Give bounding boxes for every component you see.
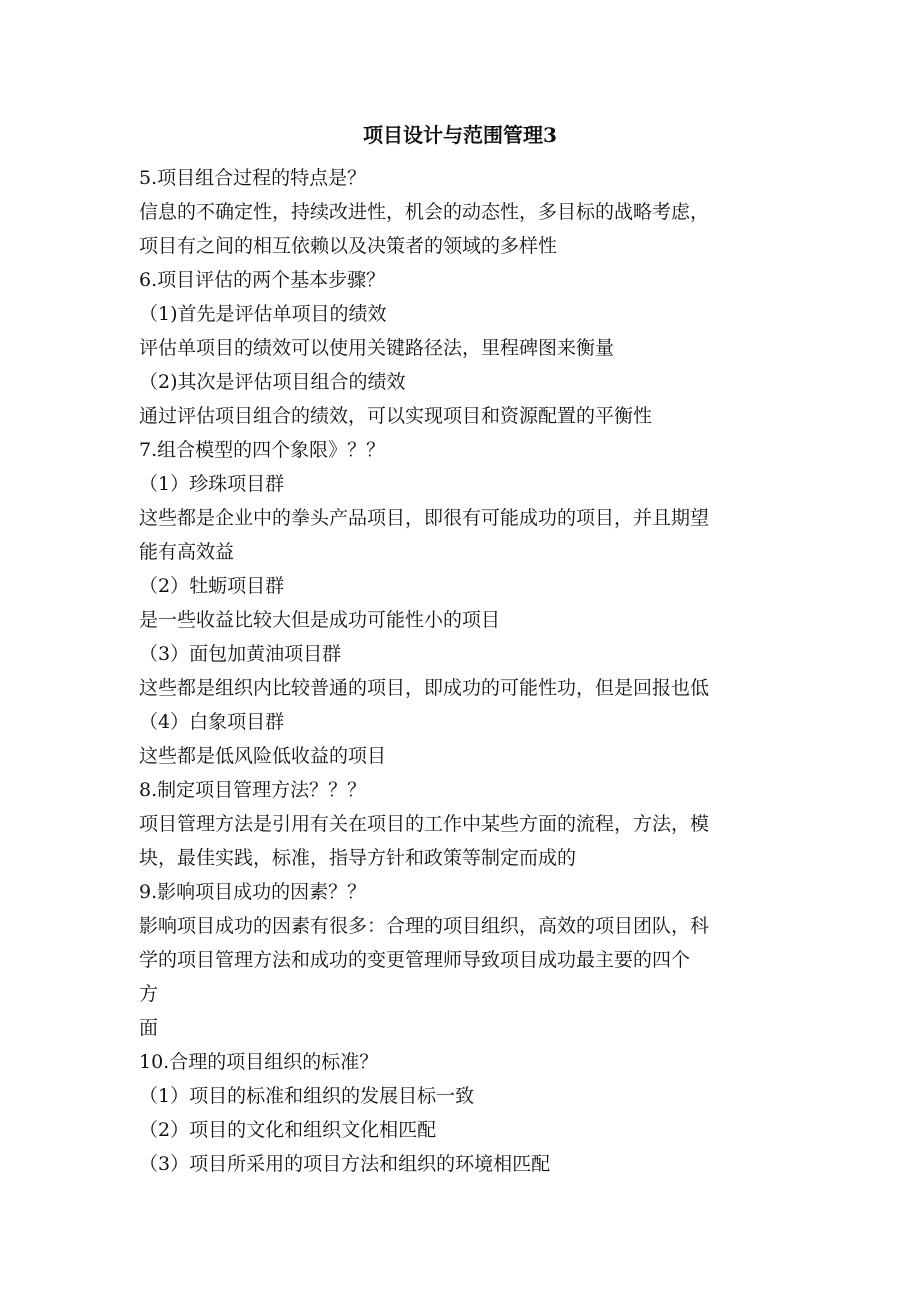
text-line: （1）珍珠项目群 — [139, 473, 285, 495]
text-line: 项目有之间的相互依赖以及决策者的领域的多样性 — [139, 235, 558, 257]
text-line: 7.组合模型的四个象限》？？ — [139, 439, 386, 461]
text-line: 8.制定项目管理方法？？？ — [139, 779, 367, 801]
text-line: 块，最佳实践，标准，指导方针和政策等制定而成的 — [139, 847, 577, 869]
document-body — [139, 161, 799, 1181]
text-line: （1）项目的标准和组织的发展目标一致 — [139, 1085, 475, 1107]
text-line: 面 — [139, 1017, 159, 1039]
text-line: 这些都是企业中的拳头产品项目，即很有可能成功的项目，并且期望 — [139, 507, 710, 529]
text-line: 信息的不确定性，持续改进性，机会的动态性，多目标的战略考虑， — [139, 201, 710, 223]
text-line: 学的项目管理方法和成功的变更管理师导致项目成功最主要的四个 — [139, 949, 691, 971]
text-line: （2)其次是评估项目组合的绩效 — [139, 371, 406, 393]
text-line: 能有高效益 — [139, 541, 235, 563]
document-title: 项目设计与范围管理3 — [363, 123, 557, 147]
text-line: 9.影响项目成功的因素？？ — [139, 881, 367, 903]
text-line: 6.项目评估的两个基本步骤？ — [139, 269, 386, 291]
text-line: 这些都是组织内比较普通的项目，即成功的可能性功，但是回报也低 — [139, 677, 710, 699]
text-line: 方 — [139, 983, 159, 1005]
text-line: 10.合理的项目组织的标准？ — [139, 1051, 379, 1073]
text-line: 评估单项目的绩效可以使用关键路径法，里程碑图来衡量 — [139, 337, 615, 359]
text-line: （3）项目所采用的项目方法和组织的环境相匹配 — [139, 1153, 551, 1175]
text-line: （2）牡蛎项目群 — [139, 575, 285, 597]
text-line: （4）白象项目群 — [139, 711, 285, 733]
text-line: 这些都是低风险低收益的项目 — [139, 745, 387, 767]
text-line: 影响项目成功的因素有很多：合理的项目组织，高效的项目团队，科 — [139, 915, 710, 937]
text-line: 项目管理方法是引用有关在项目的工作中某些方面的流程，方法，模 — [139, 813, 710, 835]
text-line: 是一些收益比较大但是成功可能性小的项目 — [139, 609, 501, 631]
text-line: 5.项目组合过程的特点是？ — [139, 167, 367, 189]
text-line: （1)首先是评估单项目的绩效 — [139, 303, 387, 325]
text-line: （2）项目的文化和组织文化相匹配 — [139, 1119, 437, 1141]
text-line: 通过评估项目组合的绩效，可以实现项目和资源配置的平衡性 — [139, 405, 653, 427]
text-line: （3）面包加黄油项目群 — [139, 643, 342, 665]
